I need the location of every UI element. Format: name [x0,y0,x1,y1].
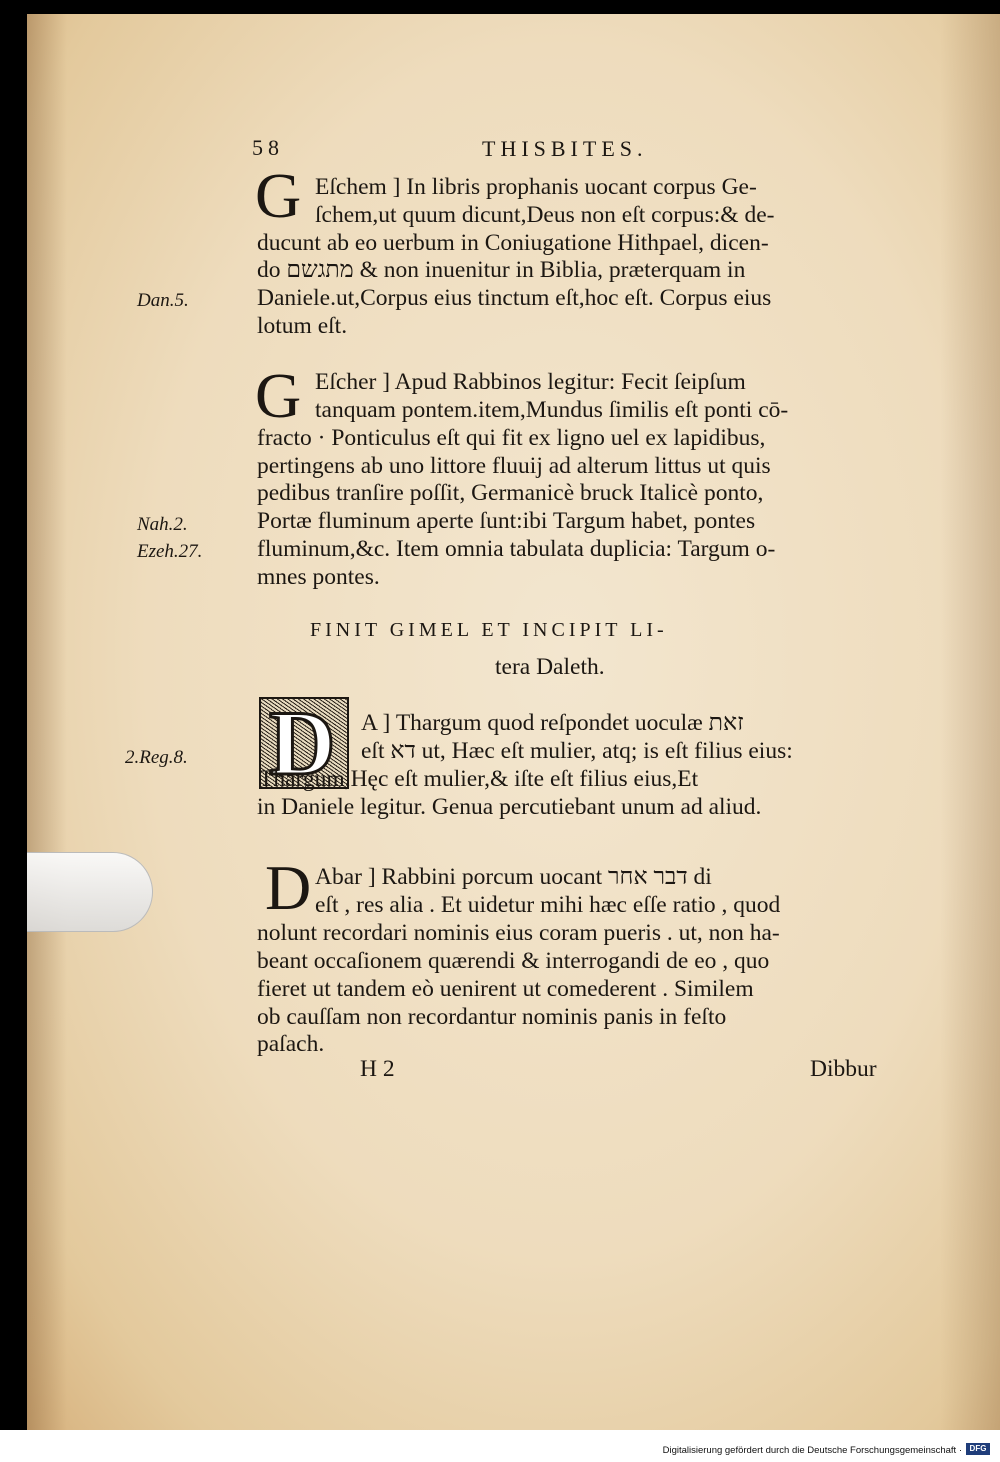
entry1-line: Eſchem ] In libris prophanis uocant corpus Ge- [315,174,757,200]
entry2-line: mnes pontes. [257,564,380,590]
entry1-line: lotum eſt. [257,313,348,339]
entry2-line: pedibus tranſire poſſit, Germanicè bruck Italicè ponto, [257,480,764,506]
entry1-line: ſchem,ut quum dicunt,Deus non eſt corpus:& de- [315,202,775,228]
entry4-line: ob cauſſam non recordantur nominis panis in feſto [257,1004,727,1030]
entry1-line: ducunt ab eo uerbum in Coniugatione Hithpael, dicen- [257,230,769,256]
entry1-line: do מתגשם & non inuenitur in Biblia, præterquam in [257,257,746,283]
digitization-footer [0,1430,1000,1462]
margin-reference: 2.Reg.8. [125,747,188,768]
entry4-line: beant occaſionem quærendi & interrogandi de eo , quo [257,948,770,974]
entry3-line: Thargum,Hęc eſt mulier,& iſte eſt filius eius,Et [259,766,699,792]
entry4-line: nolunt recordari nominis eius coram pueris . ut, non ha- [257,920,780,946]
drop-initial-d2: D [265,852,312,923]
entry2-line: tanquam pontem.item,Mundus ſimilis eſt ponti cō- [315,397,789,423]
entry4-line: paſach. [257,1031,325,1057]
page-number: 58 [252,135,284,160]
entry3-line: A ] Thargum quod reſpondet uoculæ זאת [361,710,744,736]
entry2-line: fracto · Ponticulus eſt qui fit ex ligno uel ex lapidibus, [257,425,766,451]
entry2-line: Portæ fluminum aperte ſunt:ibi Targum habet, pontes [257,508,756,534]
entry3-line: in Daniele legitur. Genua percutiebant unum ad aliud. [257,794,762,820]
entry2-line: Eſcher ] Apud Rabbinos legitur: Fecit ſeipſum [315,369,746,395]
woodcut-initial-d: D [259,697,349,789]
entry2-line: fluminum,&c. Item omnia tabulata duplicia: Targum o- [257,536,776,562]
margin-reference: Dan.5. [137,290,189,311]
entry4-line: fieret ut tandem eò uenirent ut comederent . Similem [257,976,754,1002]
drop-initial-g1: G [255,160,302,231]
page-clip-shadow [27,852,153,932]
entry4-line: Abar ] Rabbini porcum uocant דבר אחר di [315,864,712,890]
entry2-line: pertingens ab uno littore fluuij ad alterum littus ut quis [257,453,771,479]
entry4-line: eſt , res alia . Et uidetur mihi hæc eſſe ratio , quod [315,892,781,918]
section-heading-continued: tera Daleth. [495,654,605,680]
margin-reference: Nah.2. [137,514,188,535]
funding-credit: Digitalisierung gefördert durch die Deutsche Forschungsgemeinschaft · [662,1445,962,1456]
signature-mark: H 2 [360,1056,395,1082]
section-heading: FINIT GIMEL ET INCIPIT LI- [310,619,668,641]
drop-initial-g2: G [255,360,302,431]
dfg-logo: DFG [966,1443,990,1455]
catchword: Dibbur [810,1056,877,1082]
entry1-line: Daniele.ut,Corpus eius tinctum eſt,hoc eſt. Corpus eius [257,285,772,311]
entry3-line: eſt דא ut, Hæc eſt mulier, atq; is eſt filius eius: [361,738,793,764]
margin-reference: Ezeh.27. [137,541,203,562]
book-page [27,14,1000,1430]
running-title: THISBITES. [482,136,648,161]
